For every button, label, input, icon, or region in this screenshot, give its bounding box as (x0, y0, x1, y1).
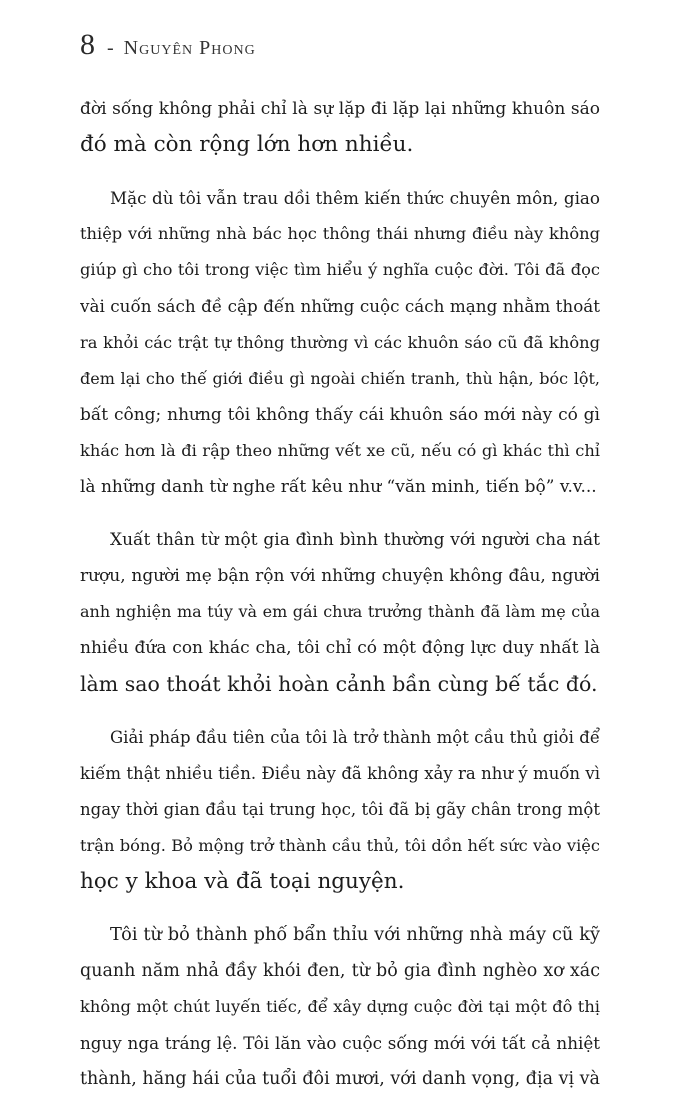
text-line: ra khỏi các trật tự thông thường vì các khuôn sáo cũ đã không (80, 332, 600, 352)
paragraph (80, 917, 600, 1097)
header-separator: - (107, 37, 114, 59)
text-line: nhiều đứa con khác cha, tôi chỉ có một động lực duy nhất là (80, 638, 600, 659)
page-number: 8 (80, 28, 95, 61)
paragraph (80, 180, 600, 505)
text-line: bất công; nhưng tôi không thấy cái khuôn sáo mới này có gì (80, 404, 600, 425)
text-line: thành, hăng hái của tuổi đôi mươi, với danh vọng, địa vị và (80, 1069, 600, 1090)
text-line: trận bóng. Bỏ mộng trở thành cầu thủ, tôi dồn hết sức vào việc (80, 835, 600, 855)
text-line: anh nghiện ma túy và em gái chưa trưởng thành đã làm mẹ của (80, 602, 600, 622)
text-line: giúp gì cho tôi trong việc tìm hiểu ý nghĩa cuộc đời. Tôi đã đọc (80, 260, 600, 280)
text-line: nguy nga tráng lệ. Tôi lăn vào cuộc sống mới với tất cả nhiệt (80, 1033, 600, 1054)
header-author: Nguyên Phong (123, 37, 256, 59)
text-line: Xuất thân từ một gia đình bình thường với người cha nát (110, 530, 600, 551)
text-line: quanh năm nhả đầy khói đen, từ bỏ gia đình nghèo xơ xác (80, 961, 600, 982)
text-line: làm sao thoát khỏi hoàn cảnh bần cùng bế tắc đó. (80, 672, 598, 697)
text-line: Mặc dù tôi vẫn trau dồi thêm kiến thức chuyên môn, giao (110, 188, 600, 209)
text-line: thiệp với những nhà bác học thông thái nhưng điều này không (80, 224, 600, 244)
text-line: rượu, người mẹ bận rộn với những chuyện không đâu, người (80, 566, 600, 587)
text-line: Tôi từ bỏ thành phố bẩn thỉu với những nhà máy cũ kỹ (110, 924, 600, 945)
paragraph (80, 522, 600, 702)
text-line: ngay thời gian đầu tại trung học, tôi đã bị gãy chân trong một (80, 799, 600, 819)
text-line: Giải pháp đầu tiên của tôi là trở thành một cầu thủ giỏi để (110, 727, 600, 747)
text-line: không một chút luyến tiếc, để xây dựng cuộc đời tại một đô thị (80, 997, 600, 1017)
text-line: kiếm thật nhiều tiền. Điều này đã không xảy ra như ý muốn vì (80, 763, 600, 783)
paragraph (80, 720, 600, 900)
text-line: khác hơn là đi rập theo những vết xe cũ, nếu có gì khác thì chỉ (80, 440, 600, 460)
text-line: vài cuốn sách đề cập đến những cuộc cách mạng nhằm thoát (80, 296, 600, 317)
text-line: đem lại cho thế giới điều gì ngoài chiến tranh, thù hận, bóc lột, (80, 368, 600, 388)
text-line: học y khoa và đã toại nguyện. (80, 868, 405, 894)
text-line: đời sống không phải chỉ là sự lặp đi lặp lại những khuôn sáo (80, 99, 600, 119)
paragraph (80, 91, 600, 163)
running-header (80, 28, 256, 68)
body-text (80, 91, 600, 1097)
text-line: là những danh từ nghe rất kêu như “văn minh, tiến bộ” v.v... (80, 476, 597, 497)
text-line: đó mà còn rộng lớn hơn nhiều. (80, 132, 414, 158)
